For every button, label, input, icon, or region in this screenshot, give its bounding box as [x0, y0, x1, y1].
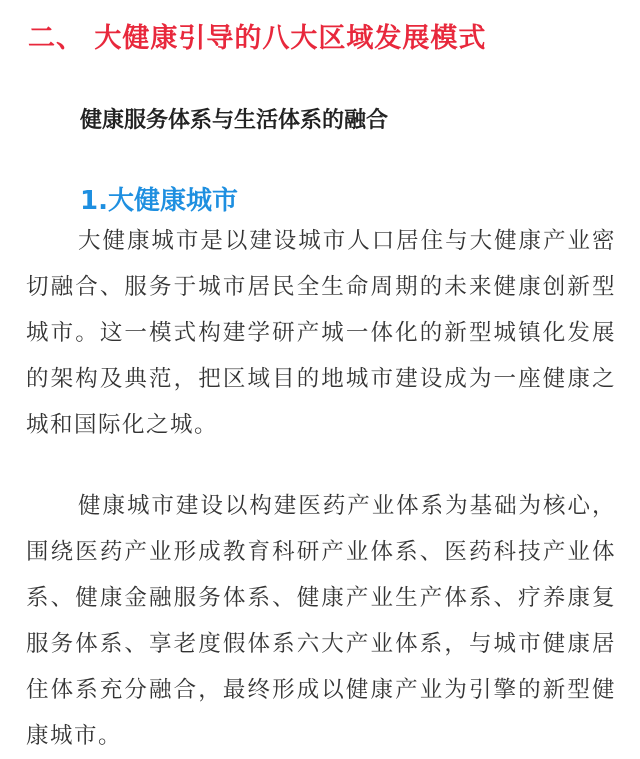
heading-healthy-city: 1.大健康城市 — [80, 186, 238, 216]
paragraph-1: 大健康城市是以建设城市人口居住与大健康产业密切融合、服务于城市居民全生命周期的未来健康创新型城市。这一模式构建学研产城一体化的新型城镇化发展的架构及典范，把区域目的地城市建设成为一座健康之城和国际化之城。 — [26, 228, 616, 438]
section-title: 二、 大健康引导的八大区域发展模式 — [28, 23, 487, 54]
paragraph-2: 健康城市建设以构建医药产业体系为基础为核心，围绕医药产业形成教育科研产业体系、医药科技产业体系、健康金融服务体系、健康产业生产体系、疗养康复服务体系、享老度假体系六大产业体系，与城市健康居住体系充分融合，最终形成以健康产业为引擎的新型健康城市。 — [26, 493, 616, 749]
subtitle: 健康服务体系与生活体系的融合 — [80, 108, 389, 133]
